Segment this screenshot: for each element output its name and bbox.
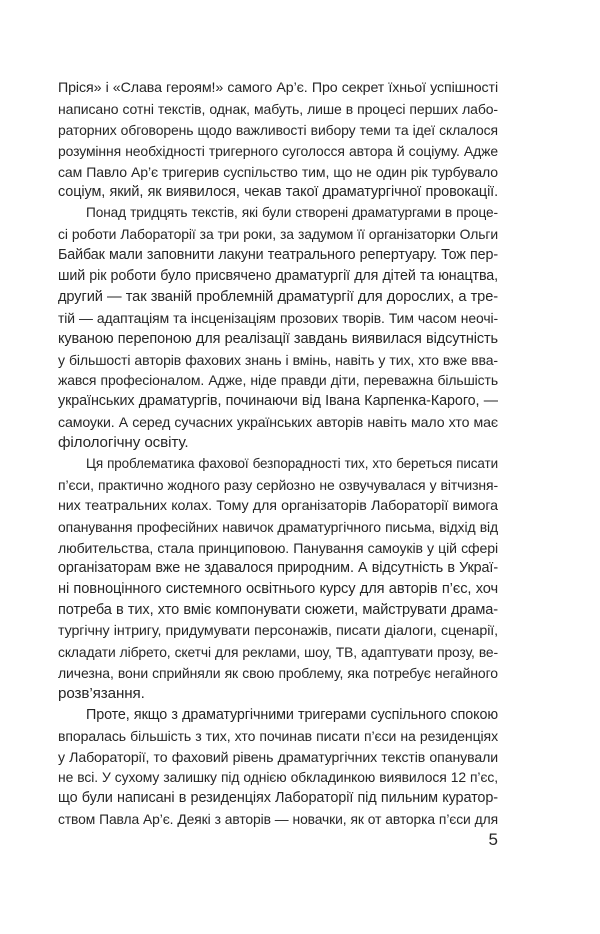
text-line: у більшості авторів фахових знань і вмінь, навіть у тих, хто вже вва- bbox=[58, 351, 498, 368]
text-line: любительства, стала принциповою. Панування самоуків у цій сфері bbox=[58, 539, 498, 556]
text-line: розв’язання. bbox=[58, 684, 145, 702]
text-line: Ця проблематика фахової безпорадності тих, хто береться писати bbox=[86, 456, 498, 472]
text-line: ні повноцінного системного освітнього курсу для авторів п’єс, хоч bbox=[58, 581, 498, 598]
text-line: них театральних колах. Тому для організаторів Лабораторії вимога bbox=[58, 497, 498, 514]
text-line: сам Павло Ар’є тригерив суспільство тим, що не один рік турбувало bbox=[58, 163, 498, 180]
text-line: п’єси, практично жодного разу серйозно не озвучувалася у вітчизня- bbox=[58, 476, 498, 493]
page-number: 5 bbox=[488, 830, 498, 849]
text-line: тургічну інтригу, придумувати персонажів, писати діалоги, сценарії, bbox=[58, 623, 498, 640]
text-line: сі роботи Лабораторії за три роки, за задумом її організаторки Ольги bbox=[58, 226, 498, 243]
text-line: організаторам вже не здавалося природним. А відсутність в Украї- bbox=[58, 560, 498, 577]
paragraph-4 bbox=[58, 705, 498, 830]
text-line: розуміння необхідності тригерного суголосся автора й соціуму. Адже bbox=[58, 142, 498, 159]
paragraph-1 bbox=[58, 78, 498, 203]
text-line: соціум, який, як виявилося, чекав такої драматургічної провокації. bbox=[58, 184, 498, 201]
text-line: філологічну освіту. bbox=[58, 434, 189, 452]
text-line: жався професіоналом. Адже, ніде правди діти, переважна більшість bbox=[58, 372, 498, 389]
text-line: що були написані в резиденціях Лабораторії під пильним куратор- bbox=[58, 790, 498, 807]
text-line: опанування професійних навичок драматургічного письма, відхід від bbox=[58, 518, 498, 535]
text-line: впоралась більшість з тих, хто починав писати п’єси на резиденціях bbox=[58, 727, 498, 744]
text-line: потреба в тих, хто вміє компонувати сюжети, майструвати драма- bbox=[58, 602, 498, 619]
text-line: ший рік роботи було присвячено драматургії для дітей та юнацтва, bbox=[58, 268, 498, 285]
text-line: раторних обговорень щодо важливості вибору теми та ідеї склалося bbox=[58, 121, 498, 138]
text-column bbox=[58, 78, 498, 830]
text-line: українських драматургів, починаючи від Івана Карпенка-Карого, — bbox=[58, 393, 498, 410]
text-line: другий — так званій проблемній драматургії для дорослих, а тре- bbox=[58, 288, 498, 305]
text-line: тій — адаптаціям та інсценізаціям прозових творів. Тим часом неочі- bbox=[58, 309, 498, 326]
text-line: у Лабораторії, то фаховий рівень драматургічних текстів опанували bbox=[58, 748, 498, 765]
text-line: Пріся» і «Слава героям!» самого Ар’є. Про секрет їхньої успішності bbox=[58, 80, 498, 96]
text-line: написано сотні текстів, однак, мабуть, лише в процесі перших лабо- bbox=[58, 100, 498, 117]
text-line: Байбак мали заповнити лакуни театрального репертуару. Тож пер- bbox=[58, 247, 498, 264]
text-line: личезна, вони сприйняли як свою проблему, яка потребує негайного bbox=[58, 664, 498, 681]
text-line: не всі. У сухому залишку під однією обкладинкою виявилося 12 п’єс, bbox=[58, 769, 498, 786]
text-line: ством Павла Ар’є. Деякі з авторів — новачки, як от авторка п’єси для bbox=[58, 811, 498, 828]
paragraph-2 bbox=[58, 203, 498, 454]
text-line: самоуки. А серед сучасних українських авторів навіть мало хто має bbox=[58, 414, 498, 431]
text-line: Проте, якщо з драматургічними тригерами суспільного спокою bbox=[86, 706, 498, 723]
text-line: складати лібрето, скетчі для реклами, шоу, ТВ, адаптувати прозу, ве- bbox=[58, 644, 498, 661]
text-line: куваною перепоною для реалізації завдань виявилася відсутність bbox=[58, 330, 498, 347]
paragraph-3 bbox=[58, 454, 498, 705]
text-line: Понад тридцять текстів, які були створені драматургами в проце- bbox=[86, 205, 498, 221]
